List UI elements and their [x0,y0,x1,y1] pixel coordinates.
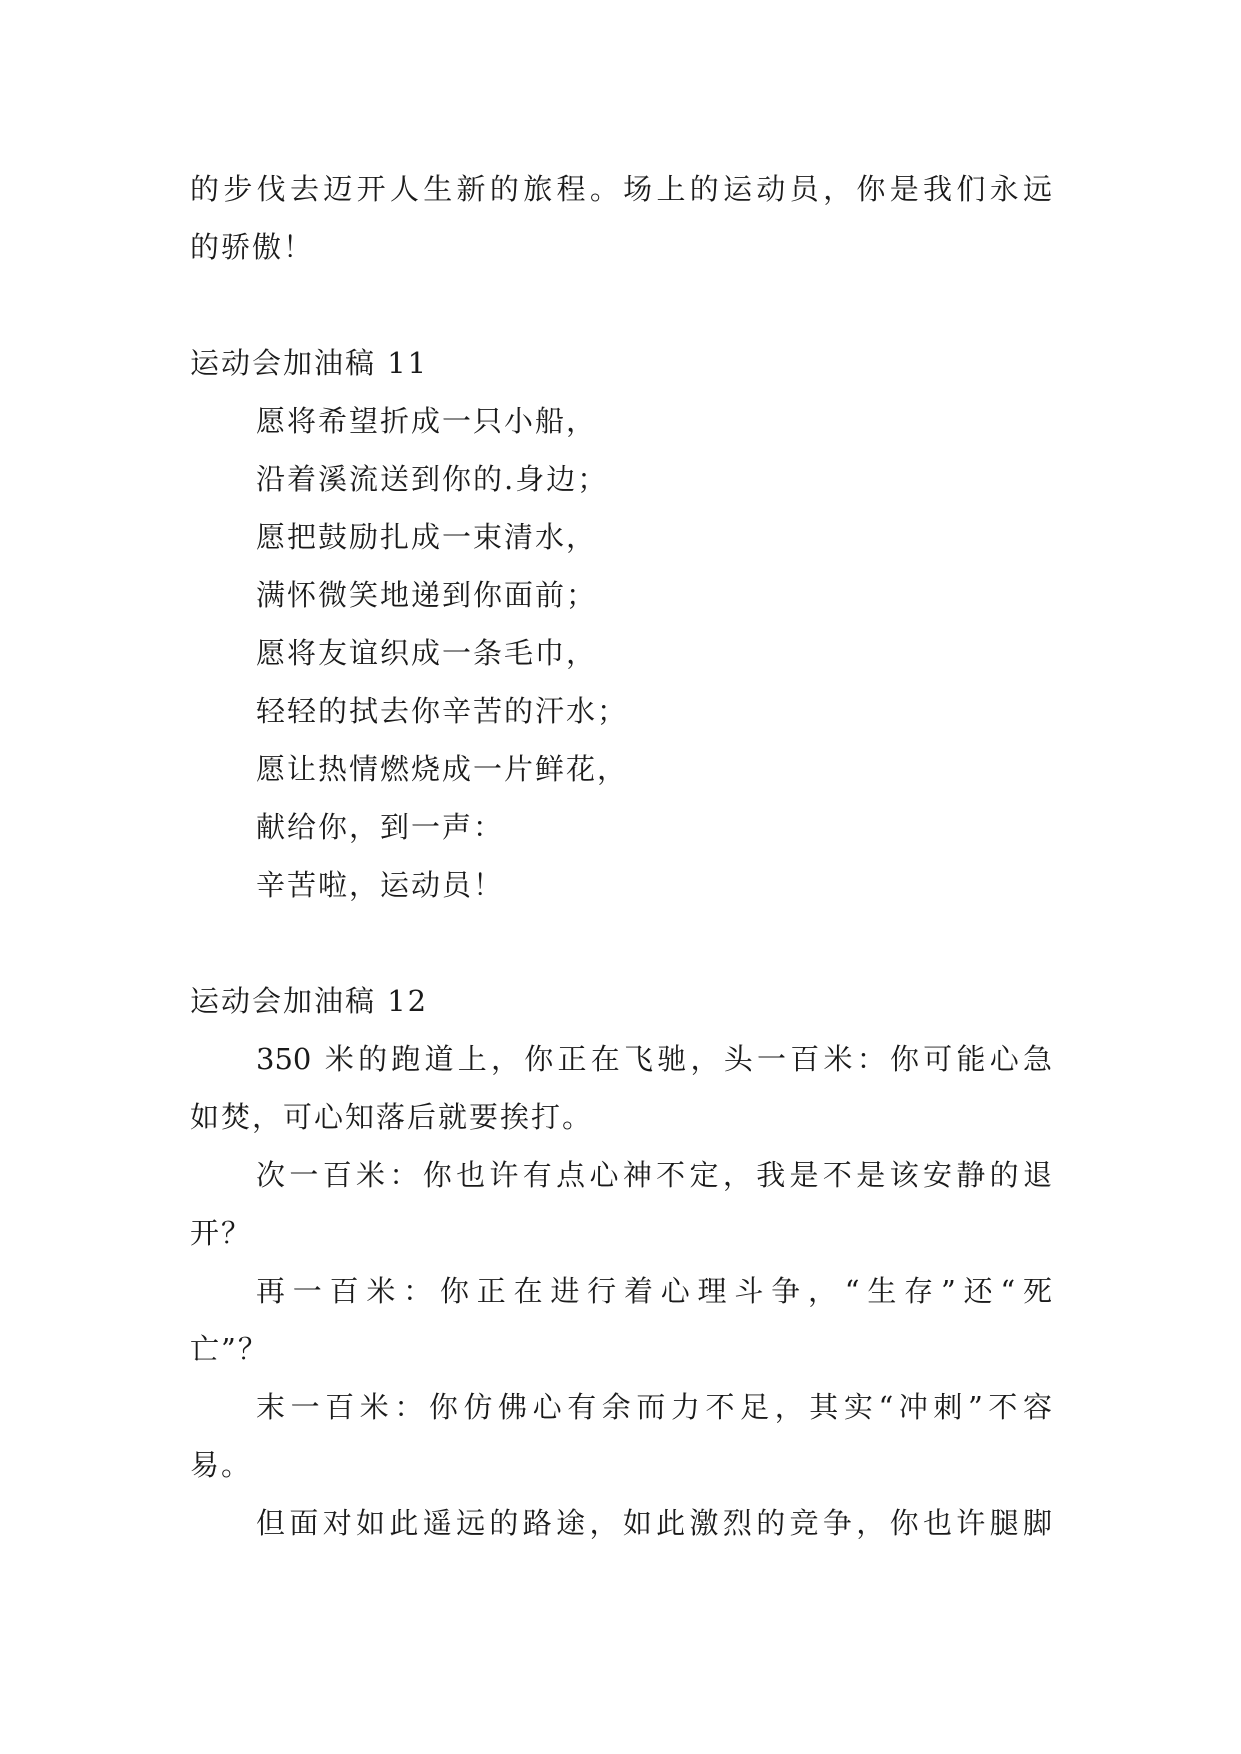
section-spacer [190,276,1052,334]
paragraph-line: 的骄傲！ [190,230,315,264]
poem-line: 满怀微笑地递到你面前； [256,578,598,612]
poem-line: 献给你，到一声： [256,810,505,844]
paragraph-line: 开？ [190,1216,253,1250]
paragraph-line: 再一百米：你正在进行着心理斗争，“生存”还“死 [256,1274,1052,1308]
section-title-12: 运动会加油稿 12 [190,984,429,1018]
paragraph-line: 次一百米：你也许有点心神不定，我是不是该安静的退 [256,1158,1052,1192]
paragraph-line: 亡”？ [190,1332,269,1366]
poem-line: 轻轻的拭去你辛苦的汗水； [256,694,629,728]
paragraph-line: 如焚，可心知落后就要挨打。 [190,1100,594,1134]
document-body [190,160,1052,1552]
paragraph-line: 易。 [190,1448,253,1482]
paragraph-line: 末一百米：你仿佛心有余而力不足，其实“冲刺”不容 [256,1390,1052,1424]
paragraph-line: 350 米的跑道上，你正在飞驰，头一百米：你可能心急 [256,1042,1052,1076]
poem-line: 辛苦啦，运动员！ [256,868,505,902]
section-spacer [190,914,1052,972]
section-title-11: 运动会加油稿 11 [190,346,429,380]
paragraph-line: 的步伐去迈开人生新的旅程。场上的运动员，你是我们永远 [190,172,1052,206]
poem-line: 沿着溪流送到你的.身边； [256,462,609,496]
poem-line: 愿让热情燃烧成一片鲜花， [256,752,629,786]
paragraph-line: 但面对如此遥远的路途，如此激烈的竞争，你也许腿脚 [256,1506,1052,1540]
poem-line: 愿把鼓励扎成一束清水， [256,520,598,554]
poem-line: 愿将希望折成一只小船， [256,404,598,438]
poem-line: 愿将友谊织成一条毛巾， [256,636,598,670]
